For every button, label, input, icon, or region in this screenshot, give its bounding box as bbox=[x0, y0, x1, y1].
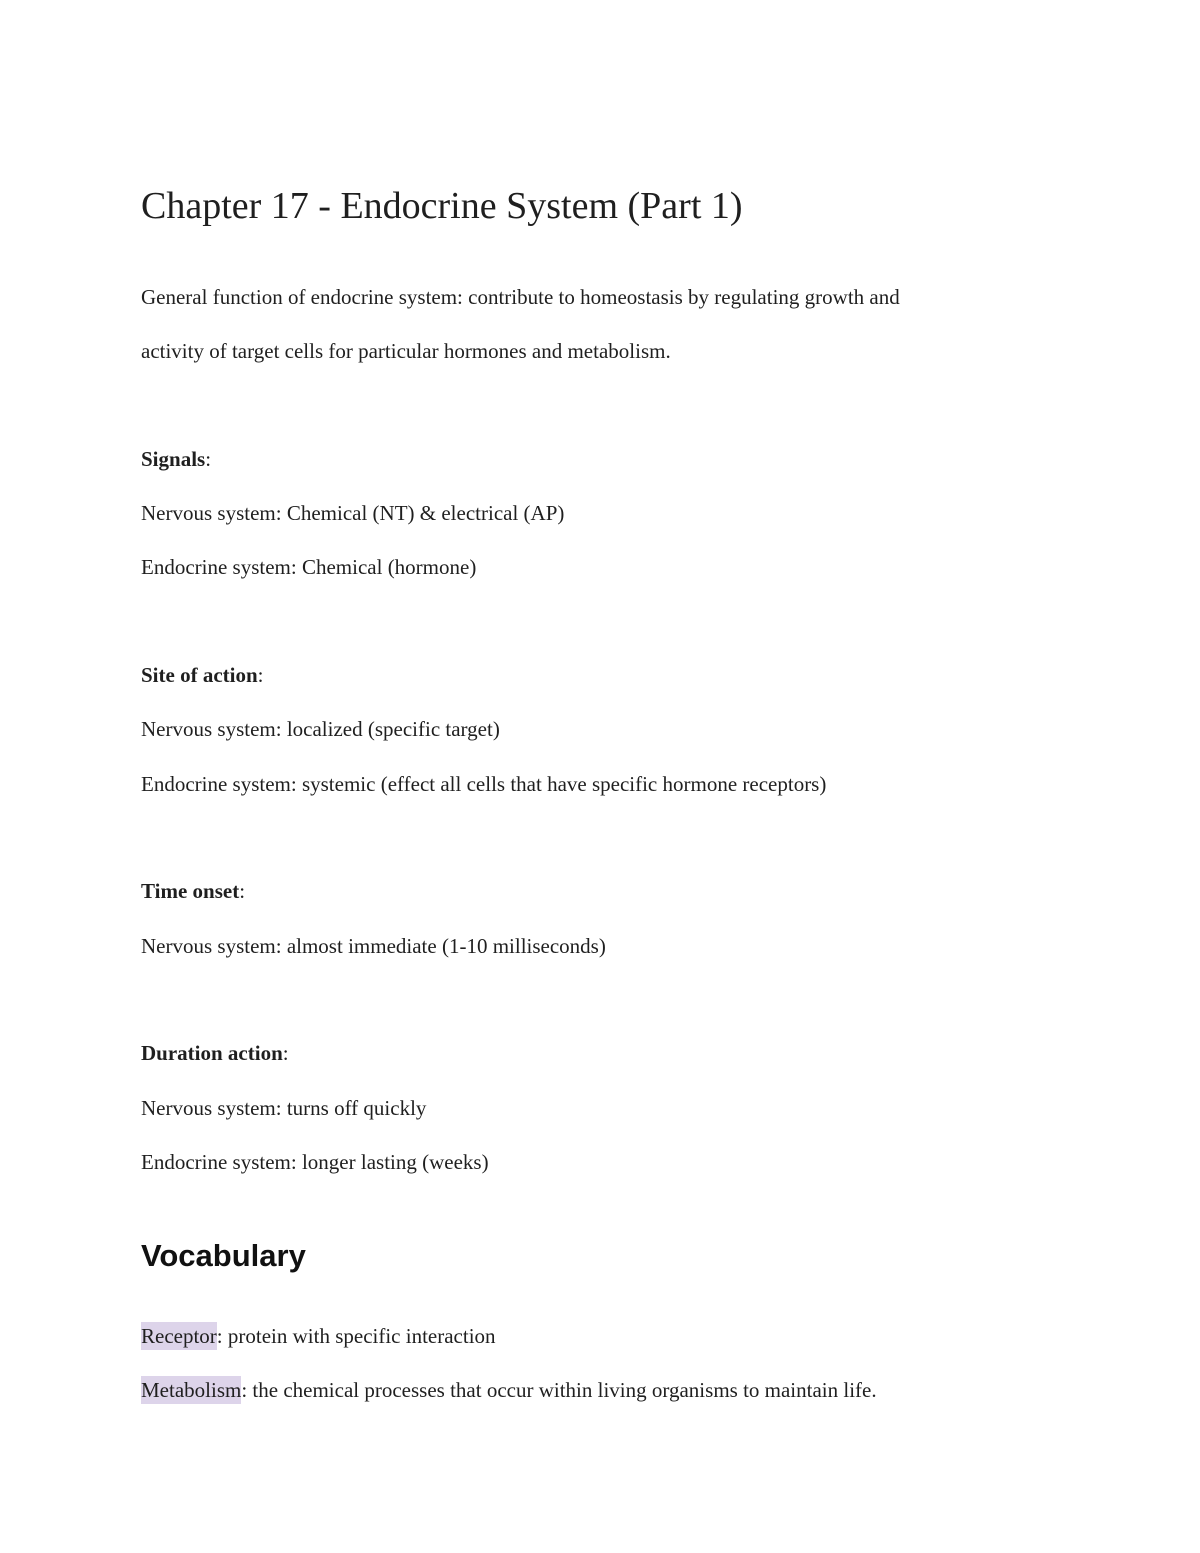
duration-action-line-2: Endocrine system: longer lasting (weeks) bbox=[141, 1150, 489, 1174]
site-of-action-line-2: Endocrine system: systemic (effect all cells that have specific hormone receptors) bbox=[141, 772, 827, 796]
page-title: Chapter 17 - Endocrine System (Part 1) bbox=[141, 185, 743, 227]
site-of-action-line-1: Nervous system: localized (specific target) bbox=[141, 717, 500, 741]
duration-action-line-1: Nervous system: turns off quickly bbox=[141, 1096, 427, 1120]
term-definition: : the chemical processes that occur within living organisms to maintain life. bbox=[241, 1378, 877, 1402]
section-heading-text: Time onset bbox=[141, 879, 240, 903]
highlighted-term: Metabolism bbox=[141, 1378, 242, 1402]
time-onset-line-1: Nervous system: almost immediate (1-10 milliseconds) bbox=[141, 934, 606, 958]
section-heading-time-onset bbox=[141, 881, 245, 902]
vocabulary-term-receptor bbox=[141, 1326, 496, 1347]
section-heading-colon: : bbox=[205, 447, 212, 471]
section-heading-colon: : bbox=[239, 879, 246, 903]
section-heading-duration-action bbox=[141, 1043, 289, 1064]
section-heading-text: Duration action bbox=[141, 1041, 283, 1065]
section-heading-site-of-action bbox=[141, 665, 264, 686]
term-definition: : protein with specific interaction bbox=[216, 1324, 496, 1348]
vocabulary-term-metabolism bbox=[141, 1380, 877, 1401]
signals-line-1: Nervous system: Chemical (NT) & electrical (AP) bbox=[141, 501, 565, 525]
vocabulary-heading: Vocabulary bbox=[141, 1238, 306, 1273]
intro-line-1: General function of endocrine system: contribute to homeostasis by regulating growth and bbox=[141, 285, 900, 309]
intro-line-2: activity of target cells for particular hormones and metabolism. bbox=[141, 339, 671, 363]
section-heading-colon: : bbox=[257, 663, 264, 687]
section-heading-text: Site of action bbox=[141, 663, 258, 687]
section-heading-colon: : bbox=[282, 1041, 289, 1065]
section-heading-text: Signals bbox=[141, 447, 206, 471]
signals-line-2: Endocrine system: Chemical (hormone) bbox=[141, 555, 477, 579]
section-heading-signals bbox=[141, 449, 211, 470]
highlighted-term: Receptor bbox=[141, 1324, 217, 1348]
